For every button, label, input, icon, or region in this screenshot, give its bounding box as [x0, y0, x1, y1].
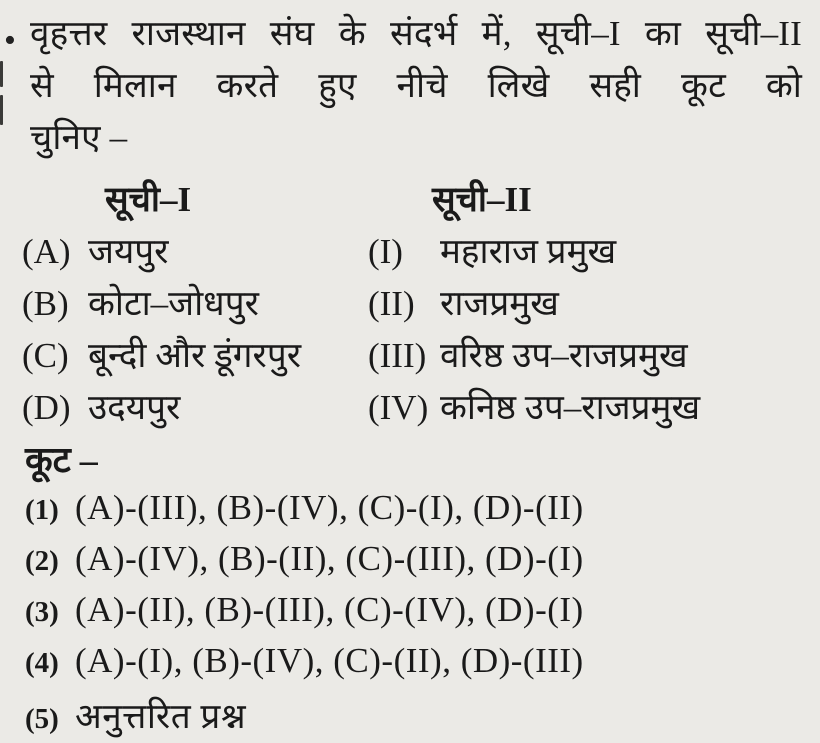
list1-item-text: बून्दी और डूंगरपुर [88, 336, 302, 375]
option-text: (A)-(IV), (B)-(II), (C)-(III), (D)-(I) [75, 539, 584, 578]
option-number: (1) [25, 494, 59, 526]
option-row [25, 488, 820, 539]
list1-item-label: (D) [22, 388, 71, 427]
list2-item-label: (II) [368, 284, 415, 323]
option-text: अनुत्तरित प्रश्न [75, 697, 247, 736]
match-lists-table [22, 174, 820, 434]
question-text [30, 8, 802, 164]
list2-header: सूची–II [432, 180, 532, 219]
option-row [25, 692, 820, 743]
option-row [25, 590, 820, 641]
list2-item-text: महाराज प्रमुख [440, 232, 617, 271]
match-lists-header-row [22, 174, 820, 226]
option-number: (4) [25, 647, 59, 679]
list2-item-label: (I) [368, 232, 403, 271]
option-row [25, 641, 820, 692]
match-row [22, 330, 820, 382]
list1-item-label: (C) [22, 336, 69, 375]
scanned-question-page [0, 8, 820, 736]
scan-artifact-mark [0, 61, 3, 87]
option-number: (2) [25, 545, 59, 577]
list1-item-text: कोटा–जोधपुर [88, 284, 259, 323]
option-number: (3) [25, 596, 59, 628]
question-text-line: वृहत्तर राजस्थान संघ के संदर्भ में, सूची–I का सूची–II [30, 14, 802, 53]
question-text-line: से मिलान करते हुए नीचे लिखे सही कूट को [30, 66, 802, 105]
list1-item-label: (B) [22, 284, 69, 323]
code-heading: कूट – [25, 440, 98, 480]
list2-item-text: कनिष्ठ उप–राजप्रमुख [440, 388, 701, 427]
match-row [22, 226, 820, 278]
option-text: (A)-(III), (B)-(IV), (C)-(I), (D)-(II) [75, 488, 584, 527]
option-text: (A)-(I), (B)-(IV), (C)-(II), (D)-(III) [75, 641, 584, 680]
list2-item-text: वरिष्ठ उप–राजप्रमुख [440, 336, 688, 375]
scan-artifact-mark [0, 95, 3, 125]
question-text-line: चुनिए – [30, 118, 128, 157]
list2-item-text: राजप्रमुख [440, 284, 559, 323]
list1-header: सूची–I [105, 180, 192, 219]
list2-item-label: (IV) [368, 388, 429, 427]
match-row [22, 278, 820, 330]
answer-options-list [25, 488, 820, 743]
list1-item-label: (A) [22, 232, 71, 271]
list1-item-text: उदयपुर [88, 388, 181, 427]
option-row [25, 539, 820, 590]
option-text: (A)-(II), (B)-(III), (C)-(IV), (D)-(I) [75, 590, 584, 629]
list2-item-label: (III) [368, 336, 427, 375]
match-row [22, 382, 820, 434]
option-number: (5) [25, 703, 59, 735]
list1-item-text: जयपुर [88, 232, 169, 271]
question-bullet-marker: • [4, 22, 16, 59]
